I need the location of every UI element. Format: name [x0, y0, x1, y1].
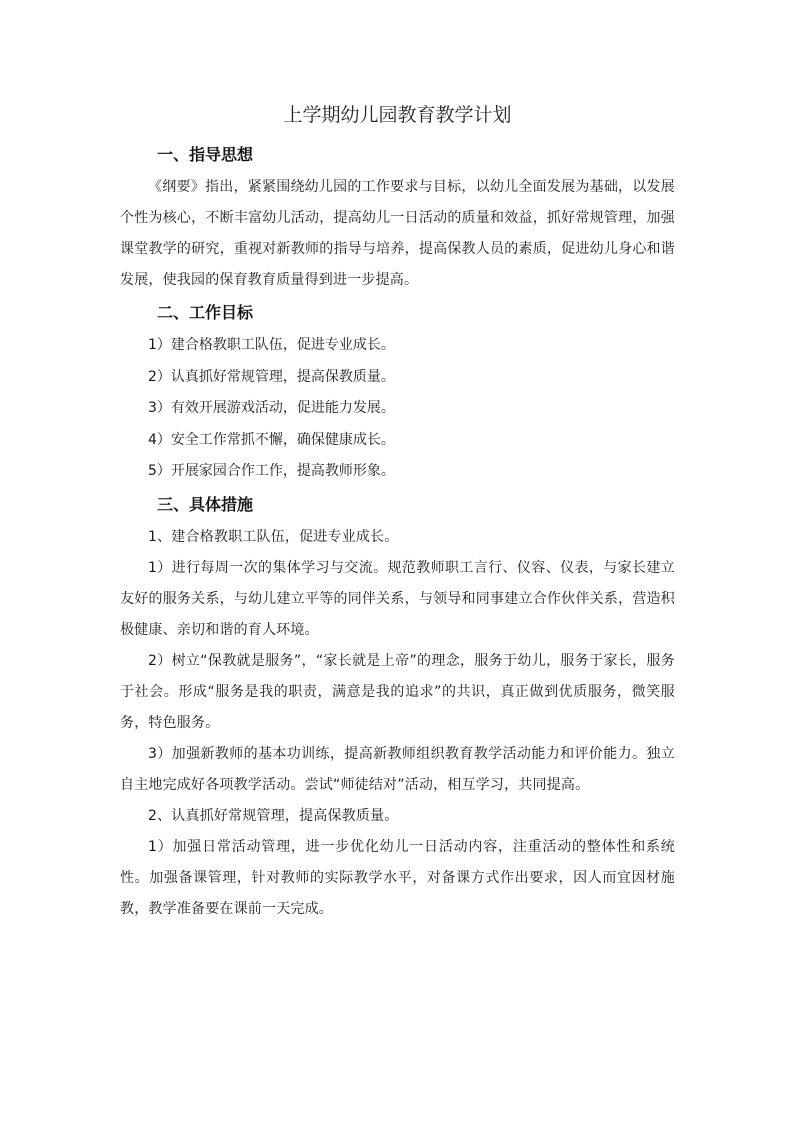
goal-item-2: 2）认真抓好常规管理，提高保教质量。 [148, 368, 395, 385]
goal-item-3: 3）有效开展游戏活动，促进能力发展。 [148, 400, 395, 416]
measures-paragraph-1: 1）进行每周一次的集体学习与交流。规范教师职工言行、仪容、仪表，与家长建立友好的服务关系，与幼儿建立平等的同伴关系，与领导和同事建立合作伙伴关系，营造积极健康、亲切和谐的育人环境。 [120, 559, 675, 638]
guiding-paragraph: 《纲要》指出，紧紧围绕幼儿园的工作要求与目标，以幼儿全面发展为基础，以发展个性为核心，不断丰富幼儿活动，提高幼儿一日活动的质量和效益，抓好常规管理，加强课堂教学的研究，重视对新教师的指导与培养，提高保教人员的素质，促进幼儿身心和谐发展，使我园的保育教育质量得到进一步提高。 [120, 179, 675, 288]
document-body [120, 100, 675, 925]
goal-item-4: 4）安全工作常抓不懈，确保健康成长。 [148, 431, 395, 448]
measures-paragraph-2: 2）树立“保教就是服务”，“家长就是上帝”的理念，服务于幼儿，服务于家长，服务于社会。形成“服务是我的职责，满意是我的追求”的共识，真正做到优质服务，微笑服务，特色服务。 [120, 652, 675, 731]
section-heading-measures: 三、具体措施 [157, 494, 254, 514]
goal-item-1: 1）建合格教职工队伍，促进专业成长。 [148, 337, 395, 353]
section-heading-guiding: 一、指导思想 [157, 145, 254, 164]
document-title: 上学期幼儿园教育教学计划 [283, 104, 512, 126]
goal-item-5: 5）开展家园合作工作，提高教师形象。 [148, 463, 395, 479]
measures-subheading-1: 1、建合格教职工队伍，促进专业成长。 [148, 528, 399, 545]
measures-paragraph-4: 1）加强日常活动管理，进一步优化幼儿一日活动内容，注重活动的整体性和系统性。加强备课管理，针对教师的实际教学水平，对备课方式作出要求，因人而宜因材施教，教学准备要在课前一天完成。 [120, 838, 675, 917]
section-heading-goals: 二、工作目标 [157, 303, 254, 322]
measures-subheading-2: 2、认真抓好常规管理，提高保教质量。 [148, 807, 399, 824]
measures-paragraph-3: 3）加强新教师的基本功训练，提高新教师组织教育教学活动能力和评价能力。独立自主地完成好各项教学活动。尝试“师徒结对”活动，相互学习，共同提高。 [120, 745, 675, 793]
